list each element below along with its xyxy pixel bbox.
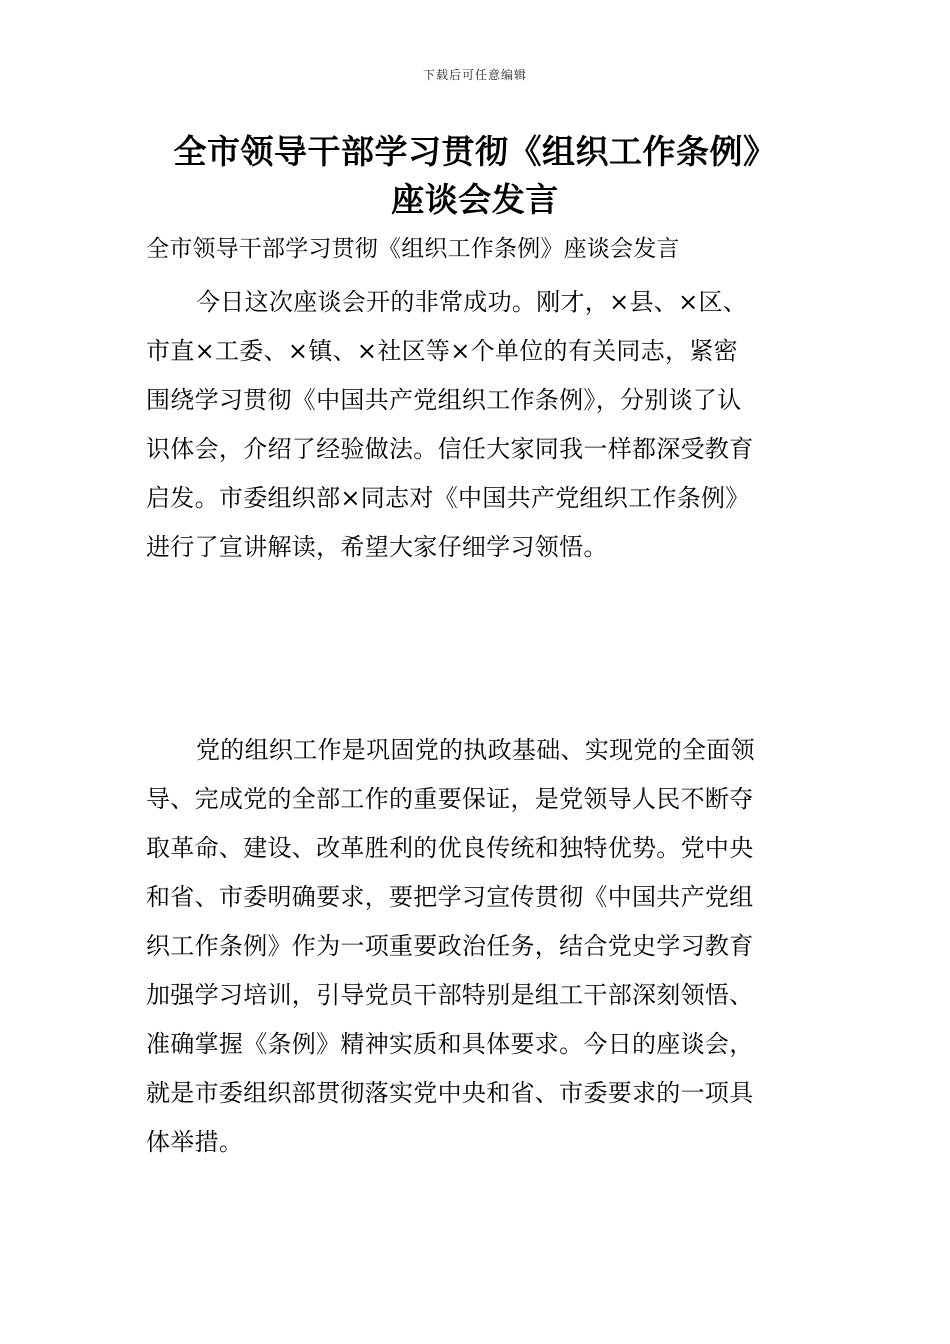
paragraph-line: 和省、市委明确要求，要把学习宣传贯彻《中国共产党组 bbox=[146, 883, 754, 911]
document-subtitle: 全市领导干部学习贯彻《组织工作条例》座谈会发言 bbox=[146, 236, 680, 262]
paragraph-line: 市直×工委、×镇、×社区等×个单位的有关同志，紧密 bbox=[146, 337, 738, 365]
paragraph-2 bbox=[146, 726, 811, 1167]
paragraph-line: 准确掌握《条例》精神实质和具体要求。今日的座谈会， bbox=[146, 1030, 754, 1058]
paragraph-line: 体举措。 bbox=[146, 1128, 244, 1156]
paragraph-line: 进行了宣讲解读，希望大家仔细学习领悟。 bbox=[146, 533, 608, 561]
paragraph-line: 启发。市委组织部×同志对《中国共产党组织工作条例》 bbox=[146, 484, 750, 512]
paragraph-line: 围绕学习贯彻《中国共产党组织工作条例》，分别谈了认 bbox=[146, 386, 742, 414]
paragraph-line: 加强学习培训，引导党员干部特别是组工干部深刻领悟、 bbox=[146, 981, 754, 1009]
paragraph-line: 党的组织工作是巩固党的执政基础、实现党的全面领 bbox=[196, 736, 755, 764]
paragraph-line: 今日这次座谈会开的非常成功。刚才，×县、×区、 bbox=[196, 288, 748, 316]
document-title bbox=[120, 128, 830, 224]
paragraph-line: 织工作条例》作为一项重要政治任务，结合党史学习教育 bbox=[146, 932, 754, 960]
title-line-2: 座谈会发言 bbox=[391, 180, 559, 219]
paragraph-1 bbox=[146, 278, 811, 572]
header-note: 下载后可任意编辑 bbox=[422, 68, 527, 82]
title-line-1: 全市领导干部学习贯彻《组织工作条例》 bbox=[173, 132, 777, 171]
paragraph-line: 就是市委组织部贯彻落实党中央和省、市委要求的一项具 bbox=[146, 1079, 754, 1107]
paragraph-line: 识体会，介绍了经验做法。信任大家同我一样都深受教育 bbox=[146, 435, 754, 463]
paragraph-line: 导、完成党的全部工作的重要保证，是党领导人民不断夺 bbox=[146, 785, 754, 813]
paragraph-line: 取革命、建设、改革胜利的优良传统和独特优势。党中央 bbox=[146, 834, 754, 862]
